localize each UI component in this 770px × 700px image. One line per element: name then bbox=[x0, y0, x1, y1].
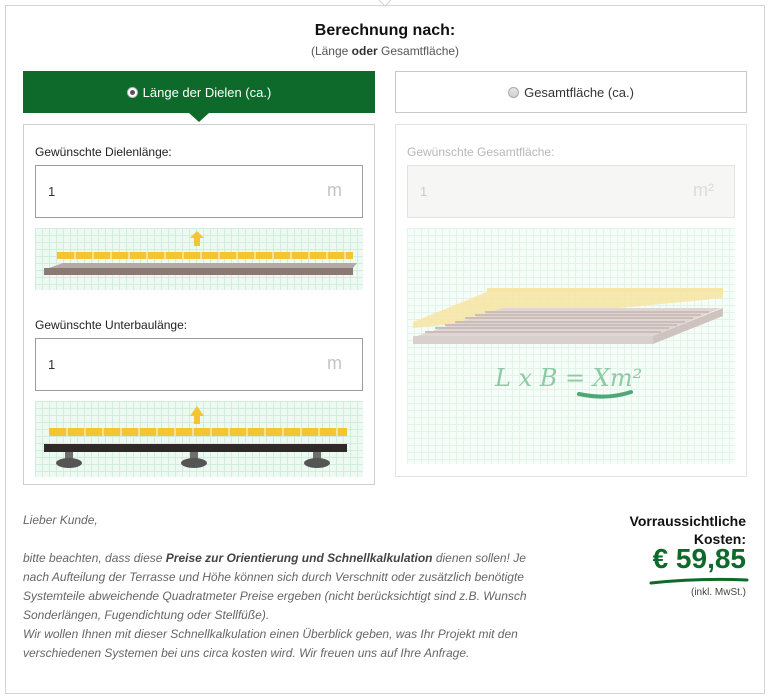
area-input[interactable] bbox=[407, 165, 735, 218]
sub-length-label: Gewünschte Unterbaulänge: bbox=[35, 318, 188, 332]
area-unit: m² bbox=[693, 180, 714, 200]
area-illustration bbox=[407, 228, 735, 464]
deck-area-illustration bbox=[407, 228, 735, 464]
board-ruler-illustration bbox=[35, 228, 363, 290]
area-value: 1 bbox=[420, 184, 428, 199]
board-length-label: Gewünschte Dielenlänge: bbox=[35, 145, 172, 159]
board-length-panel bbox=[23, 124, 375, 485]
sub-length-value: 1 bbox=[48, 357, 56, 372]
substructure-illustration bbox=[35, 401, 363, 477]
area-formula: L x B = Xm² bbox=[495, 364, 643, 392]
sub-length-input[interactable] bbox=[35, 338, 363, 391]
tab-board-length[interactable] bbox=[23, 71, 375, 113]
radio-unchecked-icon[interactable] bbox=[508, 87, 519, 98]
price-label: Vorraussichtliche Kosten: bbox=[629, 513, 746, 547]
page-subtitle: (Länge oder Gesamtfläche) bbox=[310, 44, 460, 58]
board-length-value: 1 bbox=[48, 184, 56, 199]
board-length-input[interactable] bbox=[35, 165, 363, 218]
price-underline-icon bbox=[649, 577, 749, 585]
tab-board-length-label: Länge der Dielen (ca.) bbox=[142, 84, 272, 100]
price-tax-note: (inkl. MwSt.) bbox=[691, 587, 746, 598]
total-area-panel bbox=[395, 124, 747, 477]
board-illustration bbox=[35, 228, 363, 290]
radio-checked-icon[interactable] bbox=[127, 87, 138, 98]
tab-total-area-label: Gesamtfläche (ca.) bbox=[524, 84, 634, 100]
active-tab-arrow-icon bbox=[189, 113, 209, 122]
note-body: bitte beachten, dass diese Preise zur Orientierung und Schnellkalkulation dienen sollen! Je nach Aufteilung der Terrasse und Höhe können sich durch Verschnitt oder zusätzlich benötigte Systemteile abweichende Quadratmeter Preise ergeben (nicht berücksichtigt sind z.B. Wunsch Sonderlängen, Fugendichtung oder Stellfüße). Wir wollen Ihnen mit dieser Schnellkalkulation einen Überblick geben, was Ihr Projekt mit den verschiedenen Systemen bei uns circa kosten wird. Wir freuen uns auf Ihre Anfrage. bbox=[23, 551, 527, 660]
price-value: € 59,85 bbox=[652, 543, 746, 574]
area-label: Gewünschte Gesamtfläche: bbox=[407, 145, 555, 159]
page-title: Berechnung nach: bbox=[314, 22, 456, 39]
substructure-ruler-illustration bbox=[35, 401, 363, 477]
note-greeting: Lieber Kunde, bbox=[23, 513, 98, 527]
sub-length-unit: m bbox=[327, 353, 342, 373]
tab-total-area[interactable] bbox=[395, 71, 747, 113]
top-notch-icon bbox=[379, 0, 391, 12]
board-length-unit: m bbox=[327, 180, 342, 200]
